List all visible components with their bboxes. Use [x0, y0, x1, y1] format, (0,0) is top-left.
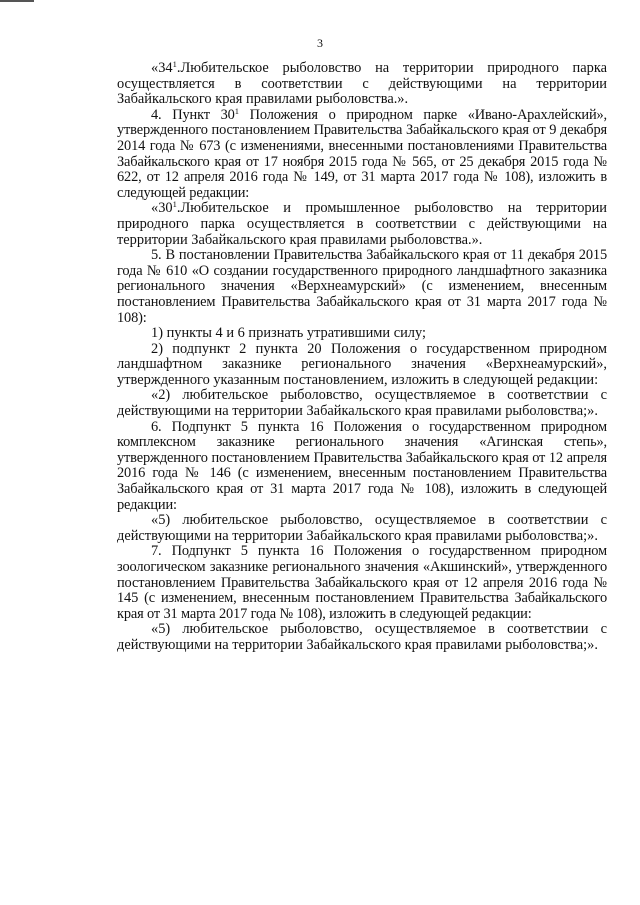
paragraph-amendment-subitem-2: «2) любительское рыболовство, осуществляемое в соответствии с действующими на территории Забайкальского края правилами рыболовства;».	[117, 387, 607, 420]
superscript-1: 1	[234, 105, 239, 116]
paragraph-amendment-34-1: «$34^1.Любительское$ рыболовство на территории природного парка осуществляется в соответствии с действующими на территории Забайкальского края правилами рыболовства.».	[117, 59, 607, 108]
paragraph-subitem-5-2: 2) подпункт 2 пункта 20 Положения о государственном природном ландшафтном заказнике регионального значения «Верхнеамурский», утвержденного указанным постановлением, изложить в следующей редакции:	[117, 340, 607, 388]
paragraph-amendment-30-1: «$30^1.Любительское$ и промышленное рыболовство на территории природного парка осуществляется в соответствии с действующими на территории Забайкальского края правилами рыболовства.».	[117, 199, 607, 248]
paragraph-item-5: 5. В постановлении Правительства Забайкальского края от 11 декабря 2015 года № 610 «О создании государственного природного ландшафтного заказника регионального значения «Верхнеамурский» (с изменением, внесенным постановлением Правительства Забайкальского края от 31 марта 2017 года № 108):	[117, 247, 607, 326]
paragraph-item-4: 4. Пункт $30^1$ Положения о природном парке «Ивано-Арахлейский», утвержденного постановлением Правительства Забайкальского края от 9 декабря 2014 года № 673 (с изменениями, внесенными постановлениями Правительства Забайкальского края от 17 ноября 2015 года № 565, от 25 декабря 2015 года № 622, от 12 апреля 2016 года № 149, от 31 марта 2017 года № 108), изложить в следующей редакции:	[117, 105, 608, 201]
superscript-1: 1	[172, 59, 177, 69]
paragraph-amendment-subitem-5-aginskaya: «5) любительское рыболовство, осуществляемое в соответствии с действующими на территории Забайкальского края правилами рыболовства;».	[117, 512, 607, 544]
scan-corner-mark	[0, 0, 34, 2]
document-body	[117, 61, 607, 654]
paragraph-subitem-5-1: 1) пункты 4 и 6 признать утратившими силу;	[151, 325, 426, 342]
paragraph-item-6: 6. Подпункт 5 пункта 16 Положения о государственном природном комплексном заказнике регионального значения «Агинская степь», утвержденного постановлением Правительства Забайкальского края от 12 апреля 2016 года № 146 (с изменением, внесенным постановлением Правительства Забайкальского края от 31 марта 2017 года № 108), изложить в следующей редакции:	[117, 418, 607, 513]
superscript-1: 1	[172, 199, 177, 210]
page-number: 3	[317, 36, 323, 50]
paragraph-item-7: 7. Подпункт 5 пункта 16 Положения о государственном природном зоологическом заказнике регионального значения «Акшинский», утвержденного постановлением Правительства Забайкальского края от 12 апреля 2016 года № 145 (с изменением, внесенным постановлением Правительства Забайкальского края от 31 марта 2017 года № 108), изложить в следующей редакции:	[117, 543, 607, 622]
paragraph-amendment-subitem-5-akshinsky: «5) любительское рыболовство, осуществляемое в соответствии с действующими на территории Забайкальского края правилами рыболовства;».	[117, 621, 607, 653]
